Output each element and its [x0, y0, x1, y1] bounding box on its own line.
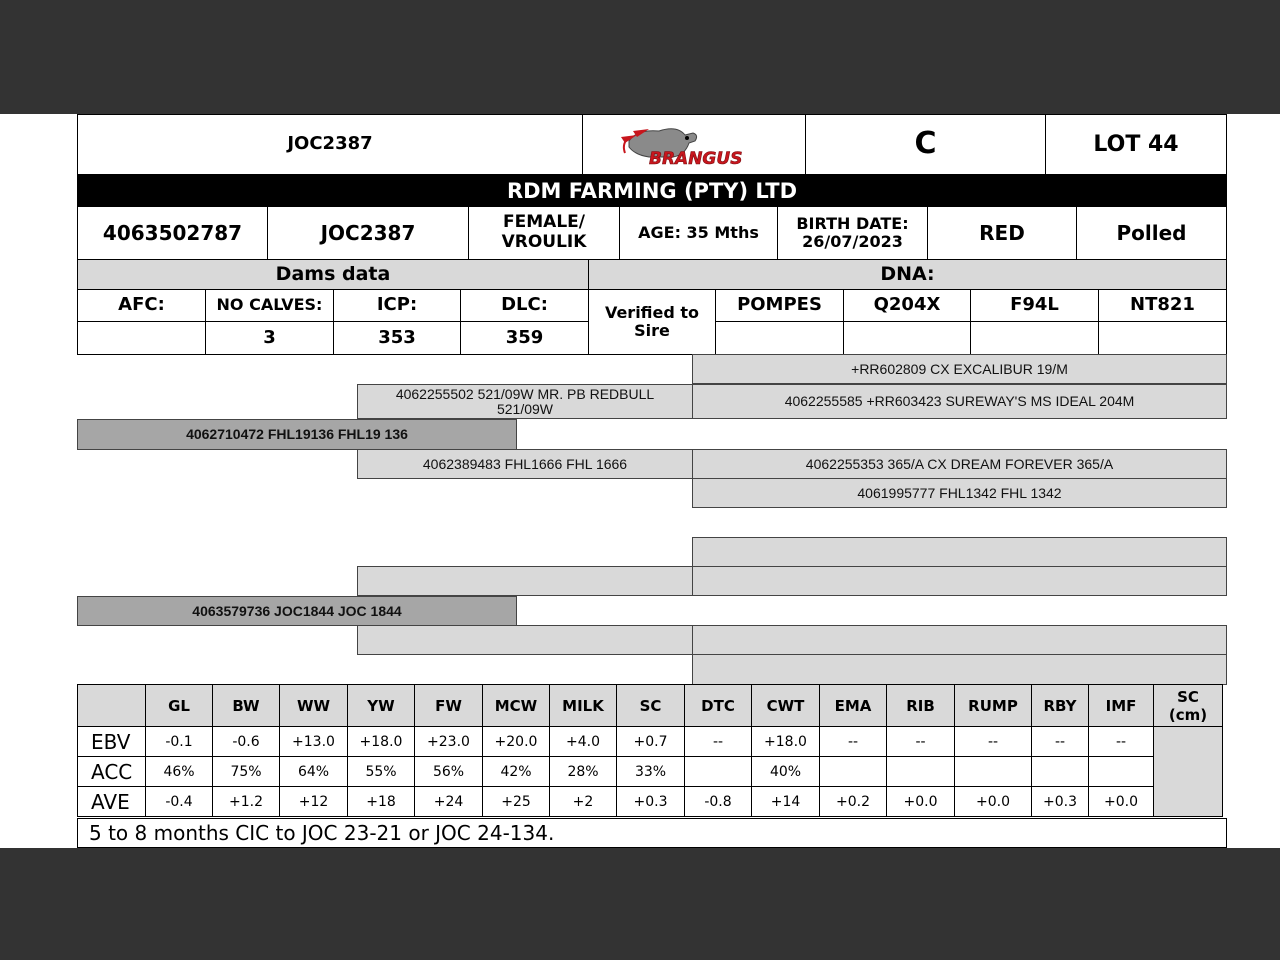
verified-line2: Sire: [634, 321, 670, 340]
pedigree-dam-sire: [357, 566, 693, 596]
trait-yw: YW: [348, 685, 415, 727]
brand-text: BRANGUS: [649, 148, 743, 169]
trait-bw: BW: [213, 685, 280, 727]
dna-result-nt821: [1098, 321, 1227, 355]
sc-cm-line2: (cm): [1168, 705, 1208, 724]
dna-test-nt821: NT821: [1098, 289, 1227, 322]
dna-test-q204x: Q204X: [843, 289, 971, 322]
row-label-acc: ACC: [78, 757, 146, 787]
acc-rib: [887, 757, 955, 787]
sc-cm-line1: SC: [1177, 687, 1199, 706]
icp-value: 353: [333, 321, 461, 355]
trait-fw: FW: [415, 685, 483, 727]
pedigree-dam-dam-sire: [692, 625, 1227, 655]
horn-status: Polled: [1076, 206, 1227, 260]
trait-ema: EMA: [820, 685, 887, 727]
birth-date: [777, 206, 928, 260]
ebv-table: [77, 684, 1223, 817]
ave-fw: +24: [415, 787, 483, 817]
colour: RED: [927, 206, 1077, 260]
trait-cwt: CWT: [752, 685, 820, 727]
acc-gl: 46%: [146, 757, 213, 787]
ave-cwt: +14: [752, 787, 820, 817]
ave-ww: +12: [280, 787, 348, 817]
pedigree-sire-sire-sire: +RR602809 CX EXCALIBUR 19/M: [692, 354, 1227, 384]
verified-line1: Verified to: [604, 302, 700, 322]
ebv-yw: +18.0: [348, 727, 415, 757]
trait-gl: GL: [146, 685, 213, 727]
ebv-bw: -0.6: [213, 727, 280, 757]
age: AGE: 35 Mths: [619, 206, 778, 260]
acc-milk: 28%: [550, 757, 617, 787]
class-code: C: [805, 114, 1046, 175]
row-label-ave: AVE: [78, 787, 146, 817]
ebv-rump: --: [955, 727, 1032, 757]
ebv-ema: --: [820, 727, 887, 757]
dna-result-f94l: [970, 321, 1099, 355]
ave-rump: +0.0: [955, 787, 1032, 817]
dna-title: DNA:: [588, 259, 1227, 290]
acc-sc: 33%: [617, 757, 685, 787]
registration-number: 4063502787: [77, 206, 268, 260]
sex: [468, 206, 620, 260]
ave-yw: +18: [348, 787, 415, 817]
pedigree-sire-dam: 4062389483 FHL1666 FHL 1666: [357, 449, 693, 479]
header-id: JOC2387: [77, 114, 583, 175]
afc-header: AFC:: [77, 289, 206, 322]
pedigree-sire: 4062710472 FHL19136 FHL19 136: [77, 419, 517, 450]
acc-mcw: 42%: [483, 757, 550, 787]
ave-mcw: +25: [483, 787, 550, 817]
no-calves-value: 3: [205, 321, 334, 355]
dna-result-pompes: [715, 321, 844, 355]
acc-bw: 75%: [213, 757, 280, 787]
animal-id: JOC2387: [267, 206, 469, 260]
acc-ema: [820, 757, 887, 787]
trait-rib: RIB: [887, 685, 955, 727]
acc-yw: 55%: [348, 757, 415, 787]
acc-row: [78, 757, 1223, 787]
trait-imf: IMF: [1089, 685, 1154, 727]
ebv-row: [78, 727, 1223, 757]
ave-dtc: -0.8: [685, 787, 752, 817]
acc-imf: [1089, 757, 1154, 787]
acc-ww: 64%: [280, 757, 348, 787]
sex-line1: FEMALE/: [503, 212, 585, 233]
ebv-imf: --: [1089, 727, 1154, 757]
ave-rib: +0.0: [887, 787, 955, 817]
dna-result-q204x: [843, 321, 971, 355]
afc-value: [77, 321, 206, 355]
dams-data-title: Dams data: [77, 259, 589, 290]
pedigree-dam-sire-dam: [692, 566, 1227, 596]
ebv-mcw: +20.0: [483, 727, 550, 757]
no-calves-header: NO CALVES:: [205, 289, 334, 322]
ebv-rby: --: [1032, 727, 1089, 757]
pedigree-sire-sire: 4062255502 521/09W MR. PB REDBULL 521/09W: [357, 384, 693, 419]
ebv-ww: +13.0: [280, 727, 348, 757]
remarks-note: 5 to 8 months CIC to JOC 23-21 or JOC 24-134.: [77, 818, 1227, 848]
ebv-cwt: +18.0: [752, 727, 820, 757]
dna-test-f94l: F94L: [970, 289, 1099, 322]
ave-row: [78, 787, 1223, 817]
trait-rump: RUMP: [955, 685, 1032, 727]
ave-milk: +2: [550, 787, 617, 817]
ave-ema: +0.2: [820, 787, 887, 817]
ebv-sc: +0.7: [617, 727, 685, 757]
sc-cm-blank: [1154, 727, 1223, 817]
acc-rump: [955, 757, 1032, 787]
lot-card: [0, 114, 1280, 848]
birth-date-value: 26/07/2023: [802, 232, 903, 251]
birth-date-label: BIRTH DATE:: [796, 213, 909, 233]
ave-bw: +1.2: [213, 787, 280, 817]
trait-sc-cm: [1154, 685, 1223, 727]
ave-rby: +0.3: [1032, 787, 1089, 817]
ebv-fw: +23.0: [415, 727, 483, 757]
dlc-value: 359: [460, 321, 589, 355]
ebv-dtc: --: [685, 727, 752, 757]
icp-header: ICP:: [333, 289, 461, 322]
dna-test-pompes: POMPES: [715, 289, 844, 322]
pedigree-sire-dam-sire: 4062255353 365/A CX DREAM FOREVER 365/A: [692, 449, 1227, 479]
verified-to-sire: [588, 289, 716, 355]
ebv-corner: [78, 685, 146, 727]
acc-fw: 56%: [415, 757, 483, 787]
bull-icon: [619, 121, 769, 169]
ebv-rib: --: [887, 727, 955, 757]
acc-cwt: 40%: [752, 757, 820, 787]
ave-imf: +0.0: [1089, 787, 1154, 817]
trait-milk: MILK: [550, 685, 617, 727]
trait-dtc: DTC: [685, 685, 752, 727]
trait-sc: SC: [617, 685, 685, 727]
trait-rby: RBY: [1032, 685, 1089, 727]
pedigree-dam-dam-dam: [692, 654, 1227, 685]
ave-sc: +0.3: [617, 787, 685, 817]
trait-mcw: MCW: [483, 685, 550, 727]
row-label-ebv: EBV: [78, 727, 146, 757]
pedigree-dam-sire-sire: [692, 537, 1227, 567]
acc-dtc: [685, 757, 752, 787]
pedigree-sire-sire-dam: 4062255585 +RR603423 SUREWAY'S MS IDEAL 204M: [692, 384, 1227, 419]
sex-line2: VROULIK: [501, 232, 587, 252]
owner-bar: RDM FARMING (PTY) LTD: [77, 174, 1227, 207]
pedigree-dam-dam: [357, 625, 693, 655]
lot-number: LOT 44: [1045, 114, 1227, 175]
brangus-logo: [582, 114, 806, 175]
pedigree-sire-dam-dam: 4061995777 FHL1342 FHL 1342: [692, 478, 1227, 508]
ebv-header-row: [78, 685, 1223, 727]
ebv-milk: +4.0: [550, 727, 617, 757]
dlc-header: DLC:: [460, 289, 589, 322]
trait-ww: WW: [280, 685, 348, 727]
ave-gl: -0.4: [146, 787, 213, 817]
pedigree-dam: 4063579736 JOC1844 JOC 1844: [77, 596, 517, 626]
ebv-gl: -0.1: [146, 727, 213, 757]
acc-rby: [1032, 757, 1089, 787]
